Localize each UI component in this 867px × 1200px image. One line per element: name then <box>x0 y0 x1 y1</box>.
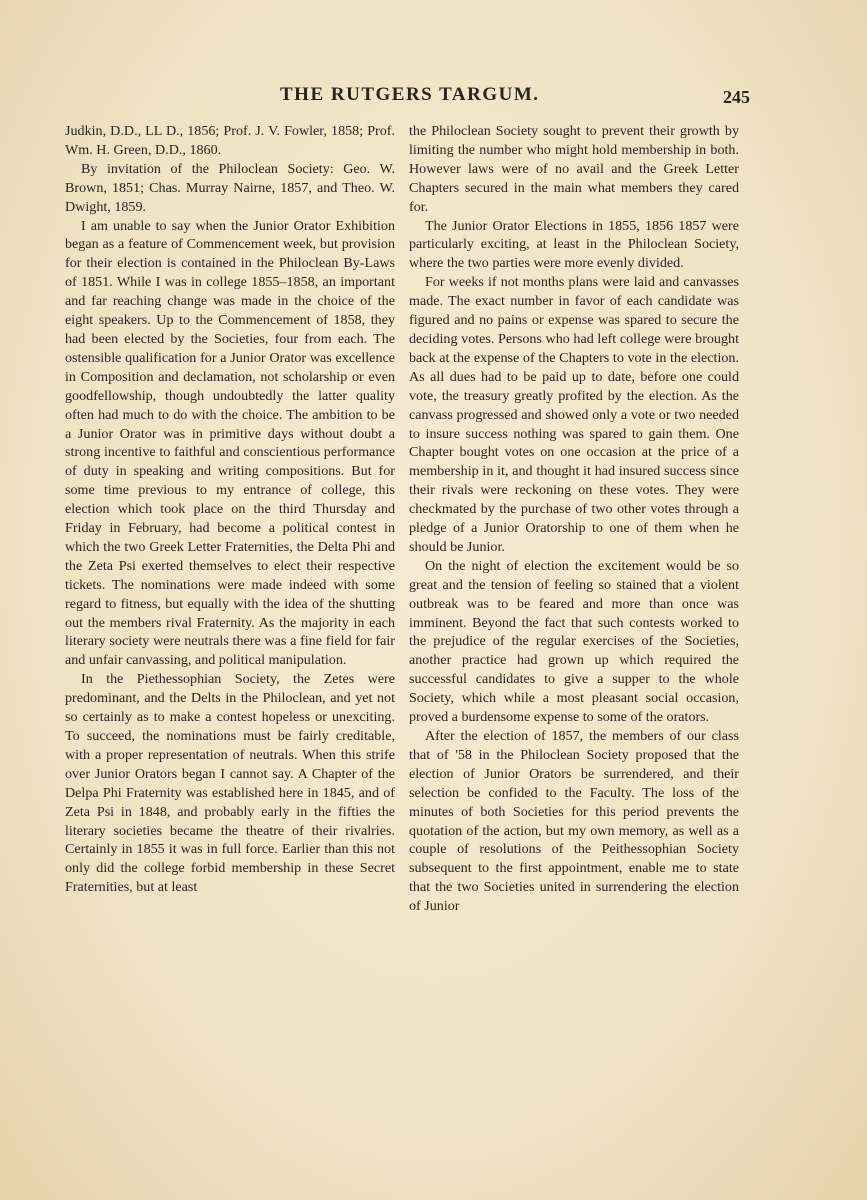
paragraph: For weeks if not months plans were laid and canvasses made. The exact number in favor of each candidate was figured and no pains or expense was spared to secure the deciding votes. Persons who had left college were brought back at the expense of the Chapters to vote in the election. As all dues had to be paid up to date, before one could vote, the treasury greatly profited by the election. As the canvass progressed and showed only a vote or two needed to insure success nothing was spared to gain them. One Chapter bought votes on one occasion at the price of a membership in it, and thought it had insured success since their rivals were reckoning on these votes. They were checkmated by the purchase of two other votes through a pledge of a Junior Oratorship to one of them when he should be Junior. <box>409 274 739 555</box>
page-header <box>60 84 750 112</box>
paragraph: I am unable to say when the Junior Orator Exhibition began as a feature of Commencement week, but provision for their election is contained in the Philoclean By-Laws of 1851. While I was in college 1855–1858, an important and far reaching change was made in the choice of the eight speakers. Up to the Commencement of 1858, they had been elected by the Societies, four from each. The ostensible qualification for a Junior Orator was excellence in Composition and declamation, not scholarship or even goodfellowship, though undoubtedly the latter quality often had much to do with the choice. The ambition to be a Junior Orator was in primitive days without doubt a strong incentive to faithful and conscientious performance of duty in speaking and writing compositions. But for some time previous to my entrance of college, this election which took place on the third Thursday and Friday in February, had become a political contest in which the two Greek Letter Fraternities, the Delta Phi and the Zeta Psi exerted themselves to elect their respective tickets. The nominations were made indeed with some regard to fitness, but equally with the idea of the shutting out the members rival Fraternity. As the majority in each literary society were neutrals there was a fine field for fair and unfair canvassing, and political manipulation. <box>65 217 395 669</box>
paragraph: On the night of election the excitement would be so great and the tension of feeling so stained that a violent outbreak was to be feared and more than once was imminent. Beyond the fact that such contests worked to the prejudice of the regular exercises of the Societies, another practice had grown up which required the successful candidates to give a supper to the whole Society, which while a most pleasant social occasion, proved a burdensome expense to some of the orators. <box>409 557 739 726</box>
paragraph: Judkin, D.D., LL D., 1856; Prof. J. V. Fowler, 1858; Prof. Wm. H. Green, D.D., 1860. <box>65 123 395 158</box>
paragraph: After the election of 1857, the members of our class that of '58 in the Philoclean Society proposed that the election of Junior Orators be surrendered, and their selection be confided to the Faculty. The loss of the minutes of both Societies for this period prevents the quotation of the action, but my own memory, as well as a couple of resolutions of the Peithessophian Society subsequent to the first appointment, enable me to state that the two Societies united in surrendering the election of Junior <box>409 728 739 915</box>
right-column <box>409 122 739 916</box>
journal-title: THE RUTGERS TARGUM. <box>280 84 540 105</box>
page-number: 245 <box>723 87 750 107</box>
left-column <box>65 122 395 897</box>
paragraph: The Junior Orator Elections in 1855, 1856 1857 were particularly exciting, at least in the Philoclean Society, where the two parties were more evenly divided. <box>409 217 739 272</box>
paragraph: In the Piethessophian Society, the Zetes were predominant, and the Delts in the Philoclean, and yet not so certainly as to make a contest hopeless or unexciting. To succeed, the nominations must be fairly creditable, with a proper representation of neutrals. When this strife over Junior Orators began I cannot say. A Chapter of the Delpa Phi Fraternity was established here in 1845, and of Zeta Psi in 1848, and probably early in the fifties the literary societies became the theatre of their rivalries. Certainly in 1855 it was in full force. Earlier than this not only did the college forbid membership in these Secret Fraternities, but at least <box>65 671 395 896</box>
paragraph: By invitation of the Philoclean Society: Geo. W. Brown, 1851; Chas. Murray Nairne, 1857, and Theo. W. Dwight, 1859. <box>65 160 395 215</box>
paragraph: the Philoclean Society sought to prevent their growth by limiting the number who might hold membership in both. However laws were of no avail and the Greek Letter Chapters secured in the main what members they cared for. <box>409 123 739 215</box>
